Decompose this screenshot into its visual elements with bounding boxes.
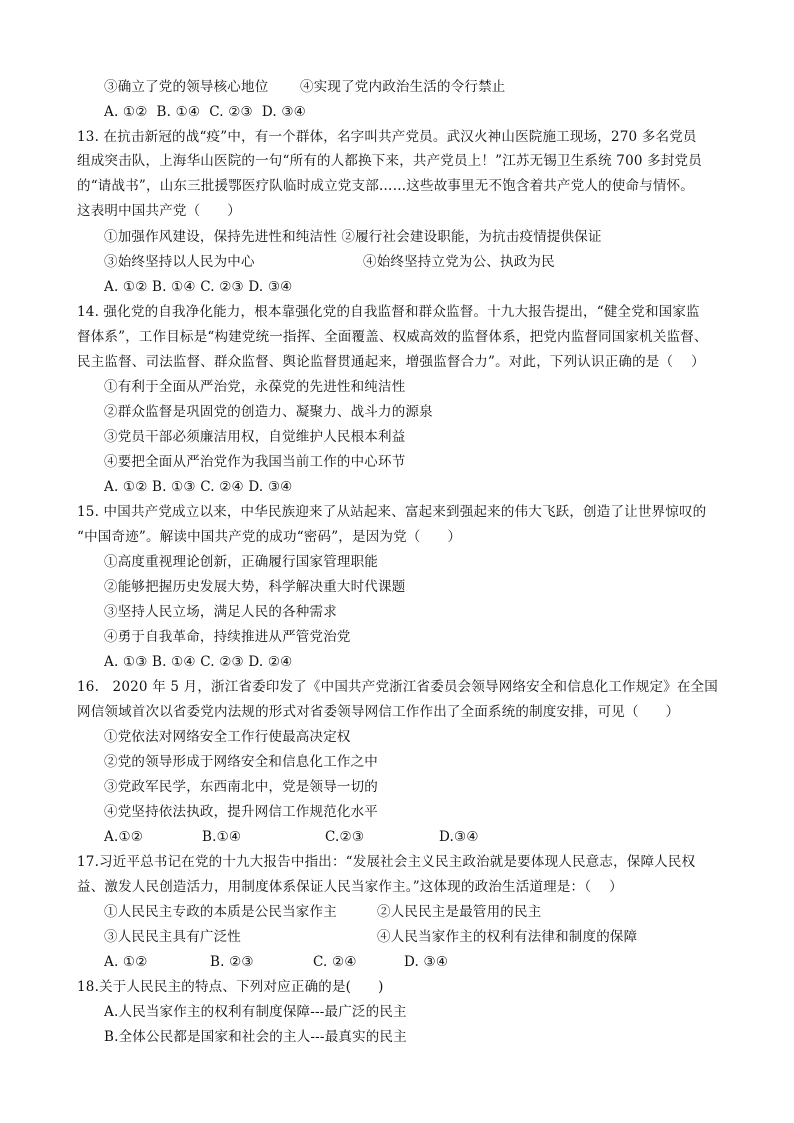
q15-stem-line: 15. 中国共产党成立以来，中华民族迎来了从站起来、富起来到强起来的伟大飞跃，创造了让世界惊叹的	[77, 504, 707, 520]
q12-option-3: ③确立了党的领导核心地位	[104, 79, 269, 95]
q16-option: ①党依法对网络安全工作行使最高决定权	[104, 729, 351, 745]
q15-option: ①高度重视理论创新，正确履行国家管理职能	[104, 554, 378, 570]
q14-option: ②群众监督是巩固党的创造力、凝聚力、战斗力的源泉	[104, 404, 433, 420]
q16-answer-c: C.②③	[325, 829, 365, 845]
q16-answer-a: A.①②	[104, 829, 144, 845]
q15-answers: A. ①③ B. ①④ C. ②③ D. ②④	[104, 654, 293, 670]
q14-option: ①有利于全面从严治党，永葆党的先进性和纯洁性	[104, 379, 406, 395]
q14-stem-line: 民主监督、司法监督、群众监督、舆论监督贯通起来，增强监督合力”。对此，下列认识正确的是（ ）	[77, 354, 705, 370]
q16-answer-d: D.③④	[439, 829, 479, 845]
q16-option: ②党的领导形成于网络安全和信息化工作之中	[104, 754, 378, 770]
q18-stem: 18.关于人民民主的特点、下列对应正确的是( )	[77, 979, 384, 995]
q15-option: ②能够把握历史发展大势，科学解决重大时代课题	[104, 579, 406, 595]
q12-answers: A. ①② B. ①④ C. ②③ D. ③④	[104, 104, 306, 120]
q13-stem-line: 13. 在抗击新冠的战“疫”中，有一个群体，名字叫共产党员。武汉火神山医院施工现场，270 多名党员	[77, 129, 697, 145]
q13-option-4: ④始终坚持立党为公、执政为民	[363, 254, 555, 270]
q18-option-b: B.全体公民都是国家和社会的主人---最真实的民主	[104, 1029, 407, 1045]
q16-option: ③党政军民学，东西南北中，党是领导一切的	[104, 779, 378, 795]
q15-option: ④勇于自我革命，持续推进从严管党治党	[104, 629, 351, 645]
q17-option-2: ②人民民主是最管用的民主	[377, 904, 542, 920]
q15-option: ③坚持人民立场，满足人民的各种需求	[104, 604, 337, 620]
q18-option-a: A.人民当家作主的权利有制度保障---最广泛的民主	[104, 1004, 407, 1020]
q17-option-1: ①人民民主专政的本质是公民当家作主	[104, 904, 337, 920]
q16-stem-line: 网信领域首次以省委党内法规的形式对省委领导网信工作作出了全面系统的制度安排，可见（ ）	[77, 704, 680, 720]
q16-option: ④党坚持依法执政，提升网信工作规范化水平	[104, 804, 378, 820]
q13-option-3: ③始终坚持以人民为中心	[104, 254, 255, 270]
q13-options-row1: ①加强作风建设，保持先进性和纯洁性 ②履行社会建设职能，为抗击疫情提供保证	[104, 229, 602, 245]
q15-stem-line: “中国奇迹”。解读中国共产党的成功“密码”，是因为党（ ）	[77, 529, 462, 545]
q13-answers: A. ①② B. ①④ C. ②③ D. ③④	[104, 279, 293, 295]
q14-option: ③党员干部必须廉洁用权，自觉维护人民根本利益	[104, 429, 406, 445]
q14-stem-line: 督体系”，工作目标是“构建党统一指挥、全面覆盖、权威高效的监督体系，把党内监督同国家机关监督、	[77, 329, 708, 345]
q17-answer-d: D. ③④	[404, 954, 449, 970]
q17-option-4: ④人民当家作主的权利有法律和制度的保障	[377, 929, 638, 945]
q16-stem-line: 16. 2020 年 5 月，浙江省委印发了《中国共产党浙江省委员会领导网络安全和信息化工作规定》在全国	[77, 679, 718, 695]
q14-stem-line: 14. 强化党的自我净化能力，根本靠强化党的自我监督和群众监督。十九大报告提出，“健全党和国家监	[77, 304, 700, 320]
q13-stem-line: 组成突击队，上海华山医院的一句“所有的人都换下来，共产党员上！”江苏无锡卫生系统 700 多封党员	[77, 153, 702, 169]
q13-stem-line: 这表明中国共产党（ ）	[77, 203, 241, 219]
q14-answers: A. ①② B. ①③ C. ②④ D. ③④	[104, 479, 293, 495]
q14-option: ④要把全面从严治党作为我国当前工作的中心环节	[104, 454, 406, 470]
q16-answer-b: B.①④	[202, 829, 242, 845]
q17-option-3: ③人民民主具有广泛性	[104, 929, 241, 945]
q17-answer-b: B. ②③	[210, 954, 254, 970]
q12-option-4: ④实现了党内政治生活的令行禁止	[300, 79, 506, 95]
q17-stem-line: 17.习近平总书记在党的十九大报告中指出：“发展社会主义民主政治就是要体现人民意志，保障人民权	[77, 854, 696, 870]
q17-answer-c: C. ②④	[313, 954, 357, 970]
q17-answer-a: A. ①②	[104, 954, 148, 970]
q17-stem-line: 益、激发人民创造活力，用制度体系保证人民当家作主。”这体现的政治生活道理是：（ ）	[77, 879, 623, 895]
q13-stem-line: 的“请战书”，山东三批援鄂医疗队临时成立党支部……这些故事里无不饱含着共产党人的使命与情怀。	[77, 178, 695, 194]
